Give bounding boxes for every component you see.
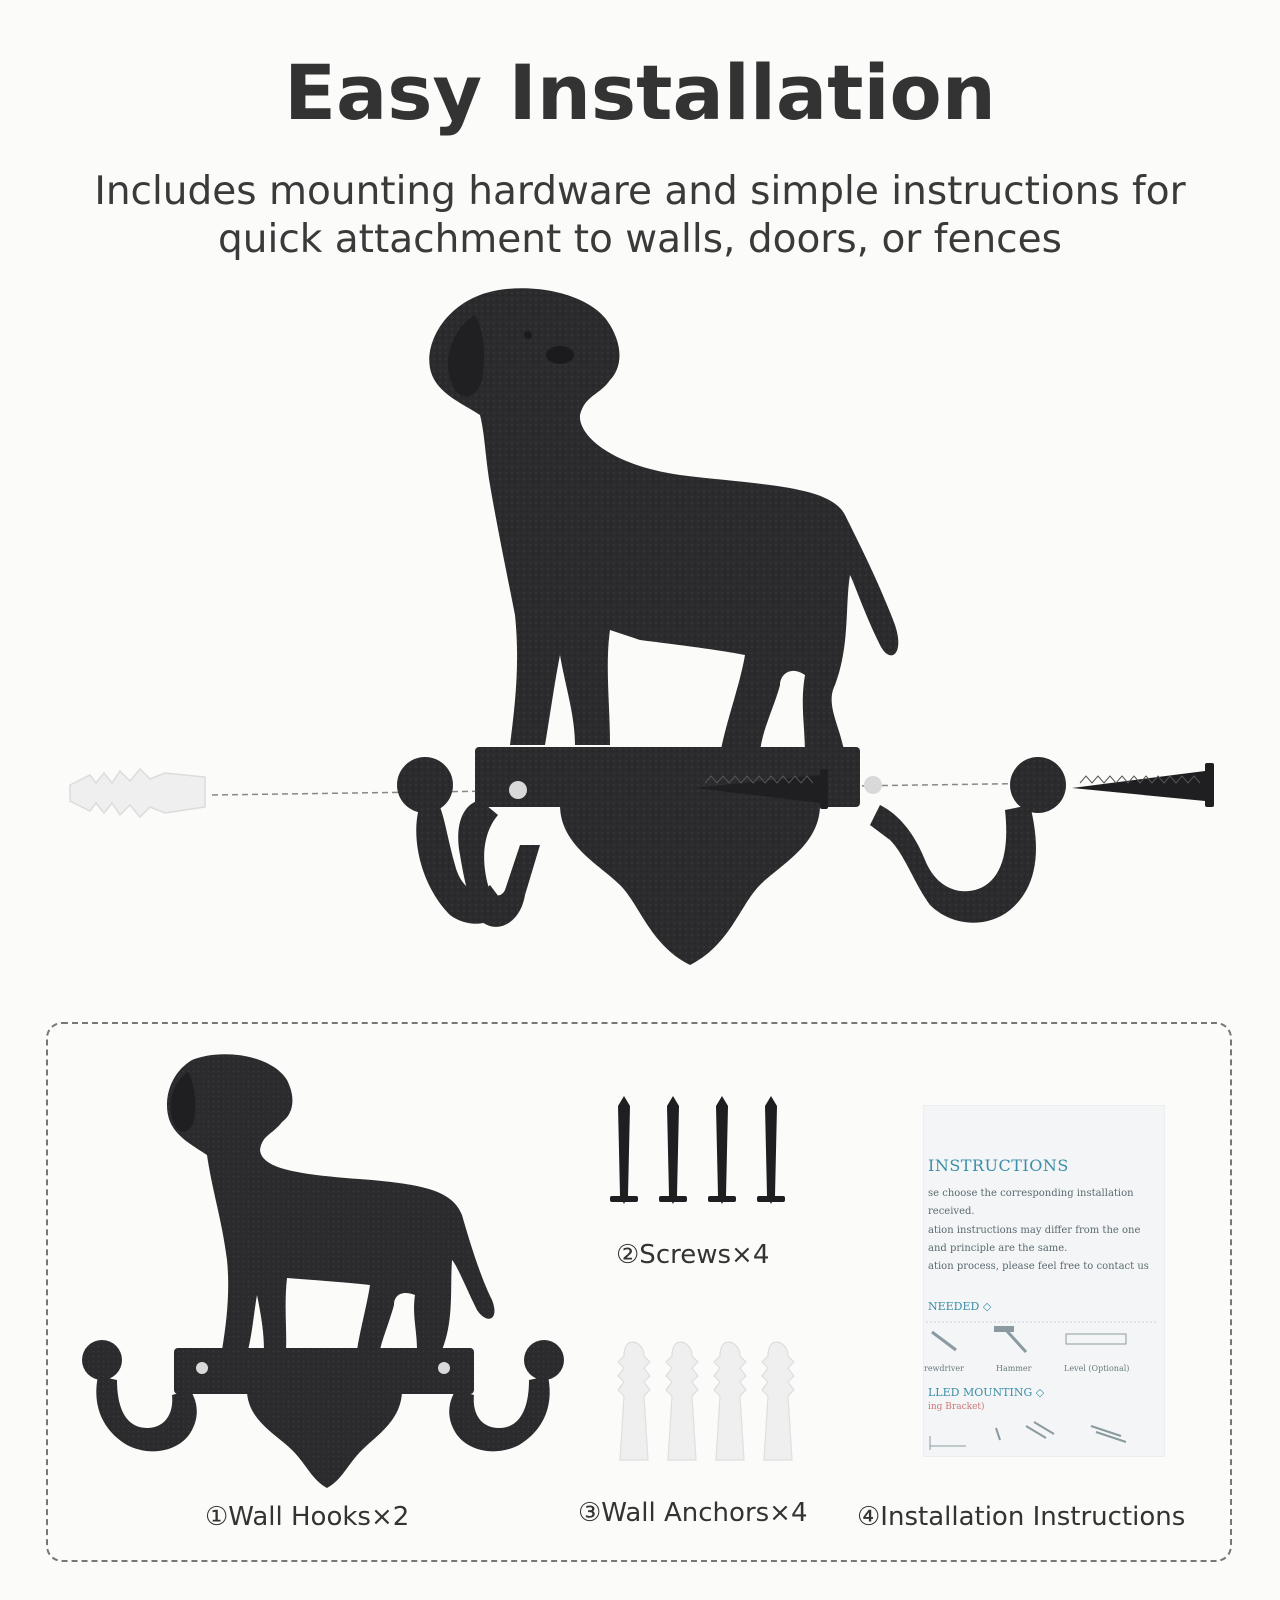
tool-label: Level (Optional) (1064, 1364, 1130, 1373)
hero-dog-hook-illustration (0, 285, 1280, 1005)
tools-needed-heading: NEEDED ◇ (928, 1300, 992, 1313)
page-subtitle (60, 168, 1220, 264)
wall-anchors-label: ③Wall Anchors×4 (578, 1498, 808, 1528)
wall-anchor-icon (762, 1342, 794, 1460)
screw-icon (659, 1096, 687, 1204)
screw-right-icon (1072, 763, 1214, 807)
page-title: Easy Installation (284, 48, 996, 137)
tool-label: Hammer (996, 1364, 1032, 1373)
screws-label: ②Screws×4 (616, 1240, 770, 1270)
mounting-note: ing Bracket) (928, 1402, 985, 1412)
subtitle-line-1: Includes mounting hardware and simple instructions for (94, 169, 1186, 214)
instructions-line: received. (928, 1206, 975, 1217)
screw-icon (610, 1096, 638, 1204)
tool-label: rewdriver (924, 1364, 964, 1373)
instructions-sheet (924, 1106, 1164, 1456)
hook-ball-right (1010, 757, 1066, 813)
tools-illustration (926, 1318, 1156, 1358)
mounting-hole-right (864, 776, 882, 794)
wall-hook-product-image (72, 1050, 572, 1490)
wall-anchor-icon (618, 1342, 650, 1460)
wall-hooks-label: ①Wall Hooks×2 (205, 1502, 410, 1532)
hook-arm-right (870, 805, 1036, 923)
subtitle-line-2: quick attachment to walls, doors, or fences (218, 217, 1062, 262)
wall-anchor-icon (70, 769, 205, 817)
screw-icon (757, 1096, 785, 1204)
hammer-icon (994, 1326, 1026, 1352)
hook-ball-left (397, 757, 453, 813)
mounting-heading: LLED MOUNTING ◇ (928, 1386, 1045, 1399)
installation-instructions-label: ④Installation Instructions (857, 1502, 1186, 1532)
instructions-line: se choose the corresponding installation (928, 1188, 1134, 1199)
instructions-sheet-title: INSTRUCTIONS (928, 1156, 1069, 1175)
wall-anchor-icon (714, 1342, 746, 1460)
wall-anchor-icon (666, 1342, 698, 1460)
mounting-hole-left (509, 781, 527, 799)
screwdriver-icon (932, 1332, 956, 1350)
screw-icon (708, 1096, 736, 1204)
instructions-line: ation process, please feel free to contact us (928, 1261, 1149, 1272)
mounting-parts-illustration (926, 1416, 1156, 1456)
ornamental-scroll (560, 805, 820, 965)
dog-figure-icon (429, 288, 898, 755)
wall-anchors-product-image (614, 1340, 804, 1470)
instructions-line: ation instructions may differ from the one (928, 1225, 1141, 1236)
screws-product-image (606, 1096, 806, 1208)
level-icon (1066, 1334, 1126, 1344)
instructions-line: and principle are the same. (928, 1243, 1068, 1254)
